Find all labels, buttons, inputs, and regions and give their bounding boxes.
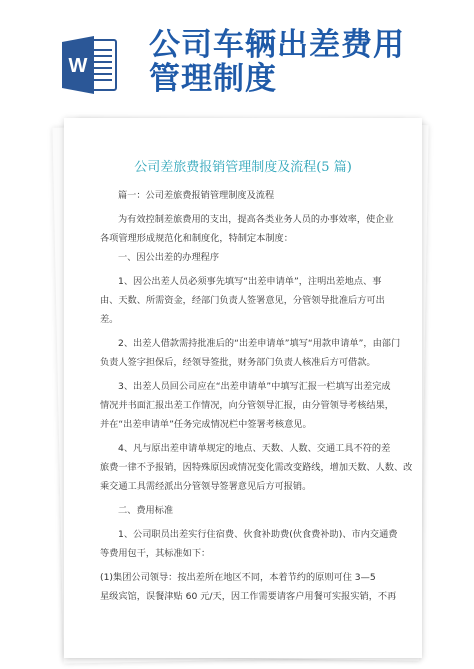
header-banner	[0, 0, 474, 115]
doc-line: 星级宾馆，误餐津贴 60 元/天，因工作需要请客户用餐可实报实销，不再	[100, 591, 397, 602]
document-preview	[64, 118, 422, 658]
doc-line: (1)集团公司领导：按出差所在地区不同，本着节约的原则可住 3—5	[100, 572, 376, 583]
doc-line: 3、出差人员回公司应在“出差申请单”中填写汇报一栏填写出差完成	[118, 381, 391, 392]
doc-line: 等费用包干，其标准如下：	[100, 548, 211, 559]
doc-line: 旅费一律不予报销，因特殊原因或情况变化需改变路线，增加天数、人数、改	[100, 462, 413, 473]
document-page	[64, 118, 422, 658]
doc-line: 一、因公出差的办理程序	[118, 252, 220, 263]
doc-line: 篇一：公司差旅费报销管理制度及流程	[118, 190, 275, 201]
doc-line: 并在“出差申请单”任务完成情况栏中签署考核意见。	[100, 419, 312, 430]
document-heading: 公司差旅费报销管理制度及流程(5 篇)	[134, 160, 352, 175]
doc-line: 情况并书面汇报出差工作情况，向分管领导汇报，由分管领导考核结果，	[100, 400, 394, 411]
doc-line: 为有效控制差旅费用的支出，提高各类业务人员的办事效率，使企业	[118, 214, 394, 225]
doc-line: 负责人签字担保后，经领导签批，财务部门负责人核准后方可借款。	[100, 357, 376, 368]
header-title-line1: 公司车辆出差费用	[149, 27, 405, 63]
doc-line: 4、凡与原出差申请单规定的地点、天数、人数、交通工具不符的差	[118, 443, 391, 454]
svg-text:W: W	[68, 55, 88, 77]
doc-line: 1、公司职员出差实行住宿费、伙食补助费(伙食费补助)、市内交通费	[118, 529, 398, 540]
doc-line: 二、费用标准	[118, 505, 174, 516]
doc-line: 差。	[100, 314, 119, 325]
doc-line: 1、因公出差人员必须事先填写“出差申请单”，注明出差地点、事	[118, 276, 382, 287]
header-title-line2: 管理制度	[149, 61, 277, 97]
doc-line: 由、天数、所需资金，经部门负责人签署意见，分管领导批准后方可出	[100, 295, 385, 306]
doc-line: 2、出差人借款需持批准后的“出差申请单”填写“用款申请单”，由部门	[118, 338, 401, 349]
word-icon	[62, 34, 118, 96]
doc-line: 各项管理形成规范化和制度化，特制定本制度：	[100, 233, 293, 244]
doc-line: 乘交通工具需经派出分管领导签署意见后方可报销。	[100, 481, 312, 492]
